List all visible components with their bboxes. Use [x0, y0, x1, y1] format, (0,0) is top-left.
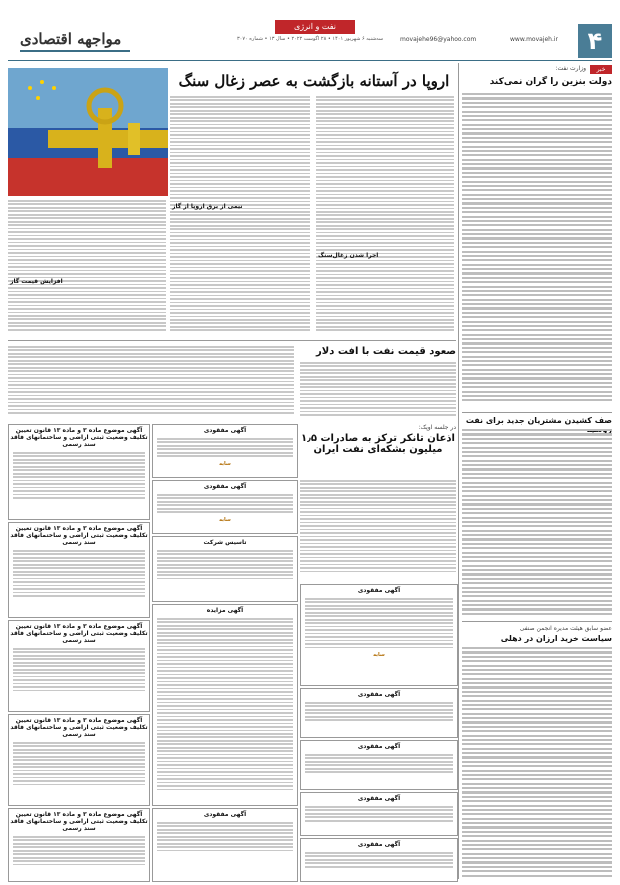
lost-ad-4-title: آگهی مفقودی	[357, 587, 401, 594]
tender-ad-5-title: آگهی موضوع ماده ۳ و ماده ۱۳ قانون تعیین تکلیف وضعیت ثبتی اراضی و ساختمانهای فاقد سند رسمی	[10, 811, 148, 832]
lost-ad-2-title: آگهی مفقودی	[203, 483, 247, 490]
subhead-electricity: نیمی از برق اروپا از گاز	[172, 203, 243, 210]
tender-ad-2	[8, 522, 150, 618]
eu-pipeline-photo	[8, 68, 168, 196]
auction-ad	[152, 604, 298, 806]
tanker-body	[300, 480, 456, 580]
lost-ad-8-title: آگهی مفقودی	[357, 841, 401, 848]
lost-ad-1-title: آگهی مفقودی	[203, 427, 247, 434]
lost-ad-6-title: آگهی مفقودی	[357, 743, 401, 750]
right-third-kicker: عضو سابق هیئت مدیره انجمن صنفی	[519, 625, 612, 632]
right-column	[462, 63, 612, 879]
page-number: ۴	[578, 24, 612, 58]
lost-ad-1-sign: سایه	[219, 460, 231, 467]
date-line: سه‌شنبه ۶ شهریور ۱۴۰۱ • ۲۸ اگوست ۲۰۲۲ • سال ۱۳ • شماره ۳۰۷۰	[236, 36, 384, 42]
tender-ad-2-title: آگهی موضوع ماده ۳ و ماده ۱۳ قانون تعیین تکلیف وضعیت ثبتی اراضی و ساختمانهای فاقد سند رسمی	[10, 525, 148, 546]
news-tag: خبر	[590, 65, 612, 74]
section-rule	[20, 50, 130, 52]
tanker-kicker: در جلسه اوپک:	[418, 424, 456, 431]
email-address[interactable]: movajehe96@yahoo.com	[400, 36, 477, 43]
lost-ad-3-title: آگهی مفقودی	[203, 811, 247, 818]
right-article-body	[462, 93, 612, 411]
tender-ad-4-title: آگهی موضوع ماده ۳ و ماده ۱۳ قانون تعیین تکلیف وضعیت ثبتی اراضی و ساختمانهای فاقد سند رسمی	[10, 717, 148, 738]
right-kicker: وزارت نفت:	[555, 65, 586, 72]
lost-ad-2-sign: سایه	[219, 516, 231, 523]
subhead-gas-price: افزایش قیمت گاز	[10, 278, 63, 285]
company-ad	[152, 536, 298, 602]
auction-ad-title: آگهی مزایده	[206, 607, 244, 614]
right-headline: دولت بنزین را گران نمی‌کند	[489, 77, 612, 87]
lost-ad-3	[152, 808, 298, 882]
tender-ad-5	[8, 808, 150, 882]
lost-ad-8	[300, 838, 458, 882]
tanker-headline: اذعان تانکر ترکز به صادرات ۱٫۵ میلیون بشکه‌ای نفت ایران	[301, 433, 455, 455]
right-third-headline: سیاست خرید ارزان در دهلی	[500, 634, 612, 643]
newspaper-logo: نفت و انرژی	[275, 20, 355, 34]
section-title: مواجهه اقتصادی	[20, 30, 122, 48]
main-body-col-b	[316, 96, 454, 336]
lost-ad-6	[300, 740, 458, 790]
subhead-coal: اجرا شدن زغال‌سنگ	[318, 252, 379, 259]
lost-ad-5	[300, 688, 458, 738]
right-third-body	[462, 647, 612, 879]
tender-ad-1-title: آگهی موضوع ماده ۳ و ماده ۱۳ قانون تعیین تکلیف وضعیت ثبتی اراضی و ساختمانهای فاقد سند رسمی	[10, 427, 148, 448]
lost-ad-7	[300, 792, 458, 836]
right-second-headline: صف کشیدن مشتریان جدید برای نفت	[465, 416, 612, 425]
left-column-top-body	[8, 346, 294, 420]
right-second-body	[462, 429, 612, 619]
tender-ad-1	[8, 424, 150, 520]
website-url[interactable]: www.movajeh.ir	[510, 36, 559, 43]
lost-ad-2	[152, 480, 298, 534]
main-headline: اروپا در آستانه بازگشت به عصر زغال سنگ	[178, 72, 450, 90]
tender-ad-3	[8, 620, 150, 712]
lost-ad-4	[300, 584, 458, 686]
oil-price-headline: صعود قیمت نفت با افت دلار	[316, 346, 456, 357]
tender-ad-4	[8, 714, 150, 806]
lost-ad-7-title: آگهی مفقودی	[357, 795, 401, 802]
lost-ad-5-title: آگهی مفقودی	[357, 691, 401, 698]
header-rule	[8, 60, 612, 61]
company-ad-title: تاسیس شرکت	[203, 539, 247, 546]
lost-ad-1	[152, 424, 298, 478]
oil-price-body	[300, 362, 456, 420]
main-body-col-c	[8, 200, 166, 336]
main-body-col-a	[170, 96, 310, 336]
tender-ad-3-title: آگهی موضوع ماده ۳ و ماده ۱۳ قانون تعیین تکلیف وضعیت ثبتی اراضی و ساختمانهای فاقد سند رسمی	[10, 623, 148, 644]
lost-ad-4-sign: سایه	[373, 652, 385, 659]
